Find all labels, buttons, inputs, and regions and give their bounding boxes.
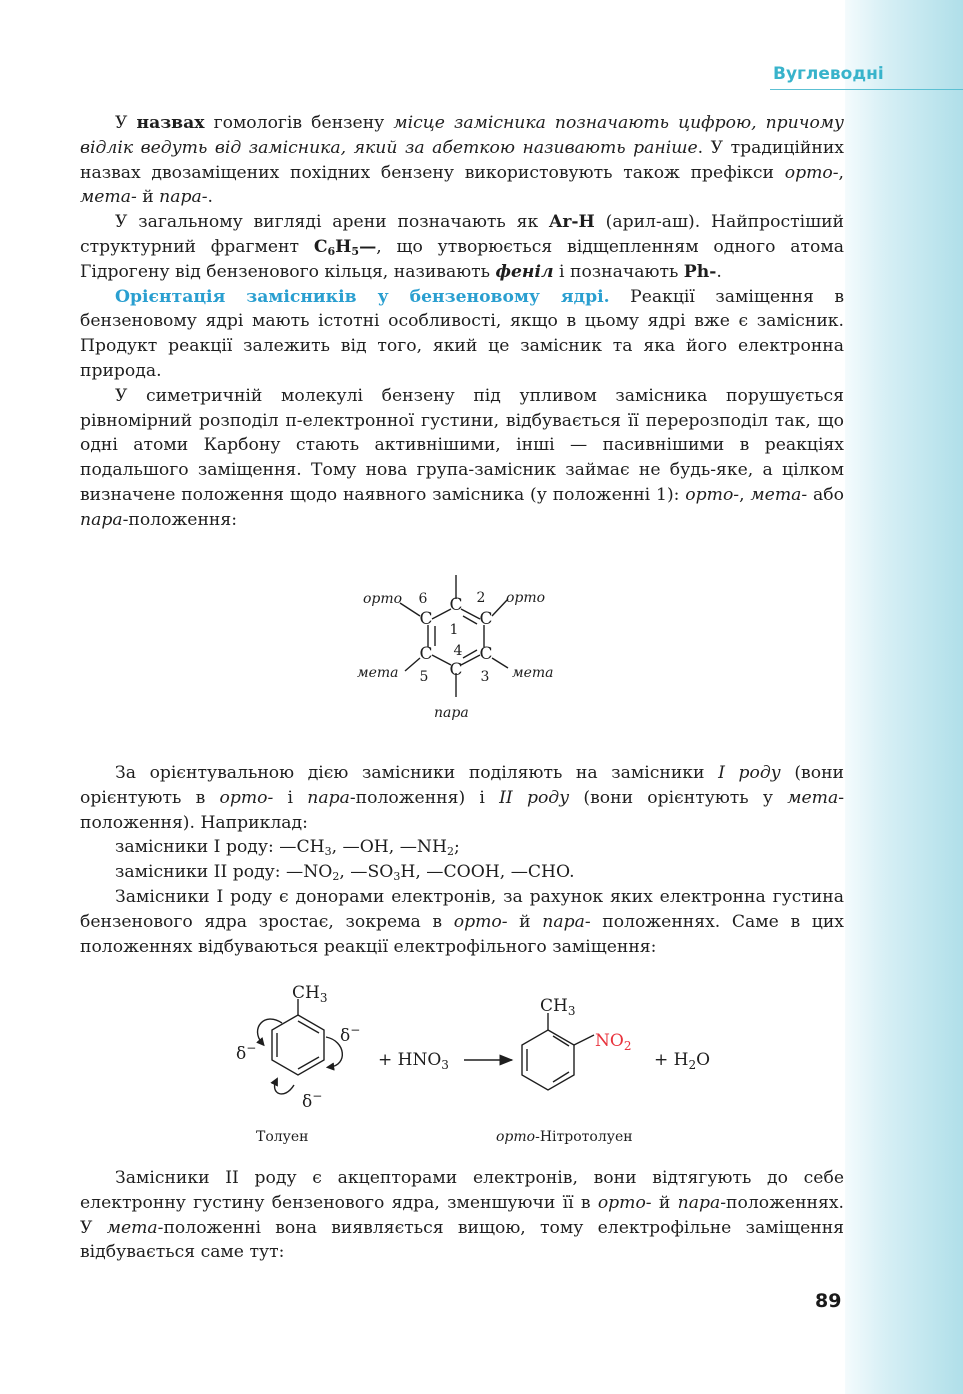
atom-c1: C: [449, 595, 463, 615]
paragraph-substituent-types: За орієнтувальною дією замісники поділяють на замісники I роду (вони орієнтують в орто- і пара-положення) і II роду (вони орієнтують у мета-положення). Наприклад:: [80, 763, 844, 833]
paragraph-acceptors: Замісники II роду є акцепторами електронів, вони відтягують до себе електронну густину бензенового ядра, зменшуючи її в орто- й пара-положеннях. У мета-положенні вона виявляється вищою, тому електрофільне заміщення відбувається саме тут:: [80, 1168, 844, 1263]
list-second-kind: замісники II роду: $—NO_2$, $—SO_3H$, —COOH, —CHO.: [115, 862, 575, 884]
meta-left-label: мета: [357, 665, 399, 681]
paragraph-donors: Замісники I роду є донорами електронів, за рахунок яких електронна густина бензенового ядра зростає, зокрема в орто- й пара- положеннях. Саме в цих положеннях відбуваються реакції електрофільного заміщення:: [80, 886, 844, 957]
toluene-label: Толуен: [256, 1129, 309, 1145]
section-title: Вуглеводні: [773, 64, 884, 84]
nitrotoluene-ring: [522, 1030, 574, 1090]
atom-c2: C: [479, 609, 493, 629]
toluene-nitration-diagram: [220, 985, 740, 1155]
atom-c6: C: [419, 609, 433, 629]
paragraph-orientation: Орієнтація замісників у бензеновому ядрі. Реакції заміщення в бензеновому ядрі мають істотні особливості, якщо в цьому ядрі вже є замісник. Продукт реакції залежить від того, який це замісник та яка його електронна природа.: [80, 286, 844, 381]
bottom-text: [80, 1166, 844, 1265]
para-label: пара: [434, 705, 469, 721]
atom-c5: C: [419, 644, 433, 664]
delta-bottom: δ−: [302, 1089, 323, 1112]
side-color-band: [845, 0, 963, 1394]
reagent-hno3: + $HNO_3$: [378, 1050, 449, 1072]
position-2: 2: [476, 590, 486, 606]
position-4: 4: [453, 643, 463, 659]
paragraph-arene-notation: У загальному вигляді арени позначають як Ar-H (арил-аш). Найпростіший структурний фрагмент $C_6H_5—$, що утворюється відщепленням одного атома Гідрогену від бензенового кільця, називають феніл і позначають Ph-.: [80, 212, 845, 282]
position-1: 1: [449, 622, 459, 638]
paragraph-homolog-names: У назвах гомологів бензену місце замісника позначають цифрою, причому відлік ведуть від замісника, який за абеткою називають раніше. У традиційних назвах двозаміщених похідних бензену використовують також префікси орто-, мета- й пара-.: [80, 113, 845, 208]
meta-right-label: мета: [512, 665, 554, 681]
product-h2o: + $H_2O$: [654, 1050, 711, 1072]
atom-c4: C: [449, 660, 463, 680]
ortho-left-label: орто: [363, 591, 403, 607]
position-3: 3: [480, 669, 490, 685]
toluene-ch3: $CH_3$: [292, 985, 328, 1005]
position-5: 5: [419, 669, 429, 685]
page-number: 89: [815, 1290, 842, 1312]
product-no2: $NO_2$: [595, 1031, 632, 1053]
position-6: 6: [418, 591, 428, 607]
paragraph-symmetric-molecule: У симетричній молекулі бензену під упливом замісника порушується рівномірний розподіл π-електронної густини, відбувається її перерозподіл так, що одні атоми Карбону стають активнішими, інші — пасивнішими в реакціях подальшого заміщення. Тому нова група-замісник займає не будь-яке, а цілком визначене положення щодо наявного замісника (у положенні 1): орто-, мета- або пара-положення:: [80, 385, 844, 530]
orientation-heading: Орієнтація замісників у бензеновому ядрі.: [115, 286, 610, 307]
top-text: [80, 111, 844, 533]
benzene-positions-diagram: [340, 565, 570, 730]
list-first-kind: замісники I роду: $—CH_3$, —OH, $—NH_2$;: [115, 837, 460, 859]
delta-left: δ−: [236, 1041, 257, 1064]
toluene-ring: [272, 1015, 324, 1075]
header-rule: [770, 89, 963, 90]
nitrotoluene-label: орто-Нітротолуен: [496, 1129, 633, 1145]
delta-right: δ−: [340, 1023, 361, 1046]
product-ch3: $CH_3$: [540, 996, 576, 1018]
atom-c3: C: [479, 644, 493, 664]
middle-text: [80, 761, 844, 959]
ortho-right-label: орто: [506, 590, 546, 606]
